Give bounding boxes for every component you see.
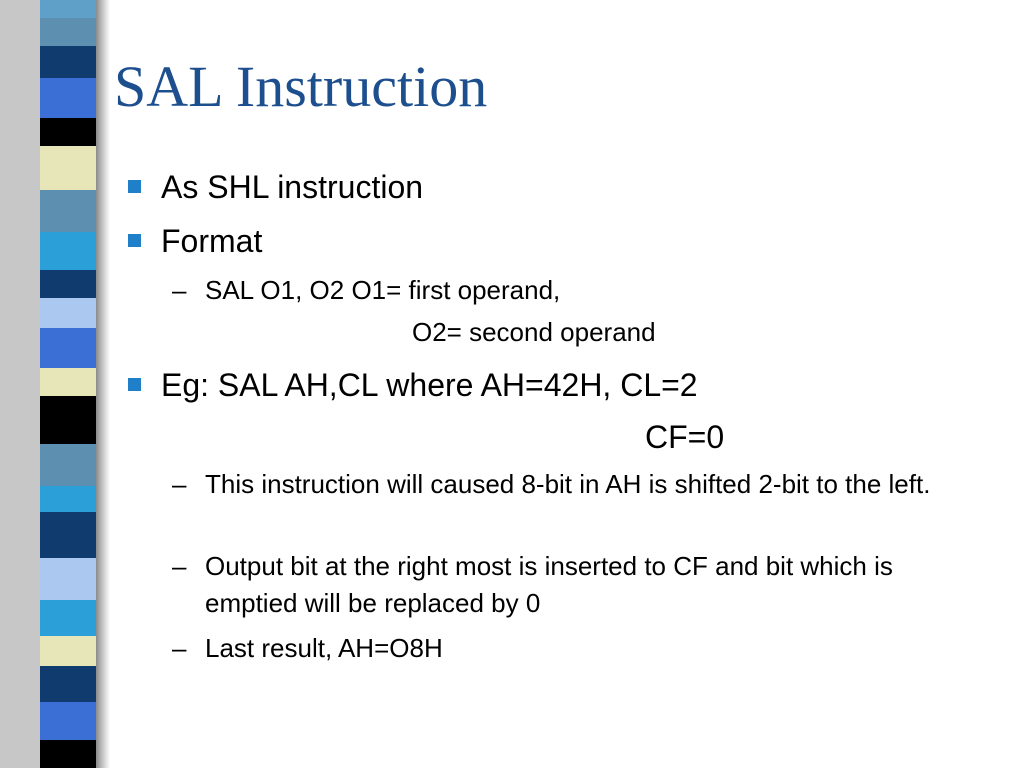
color-blocks (40, 0, 96, 768)
decorative-strip-background (0, 0, 40, 768)
sub-bullet-text: This instruction will caused 8-bit in AH is shifted 2-bit to the left. (205, 469, 931, 499)
slide-title: SAL Instruction (114, 54, 488, 119)
sub-bullet-text: SAL O1, O2 O1= first operand, (205, 275, 561, 305)
sub-bullet-text: Output bit at the right most is inserted to CF and bit which is emptied will be replaced by 0 (205, 551, 893, 618)
decorative-color-strip (40, 0, 96, 768)
sub-bullet-continuation: O2= second operand (412, 317, 656, 347)
dash-bullet-icon: – (172, 551, 187, 581)
bullet-text: As SHL instruction (161, 169, 424, 205)
square-bullet-icon (128, 234, 141, 247)
bullet-text: Format (161, 223, 263, 259)
dash-bullet-icon: – (172, 469, 187, 499)
square-bullet-icon (128, 378, 141, 391)
dash-bullet-icon: – (172, 275, 187, 305)
decorative-strip-shadow (96, 0, 110, 768)
bullet-continuation: CF=0 (645, 419, 725, 455)
sub-bullet-text: Last result, AH=O8H (205, 633, 443, 663)
dash-bullet-icon: – (172, 633, 187, 663)
square-bullet-icon (128, 180, 141, 193)
bullet-text: Eg: SAL AH,CL where AH=42H, CL=2 (161, 367, 698, 403)
